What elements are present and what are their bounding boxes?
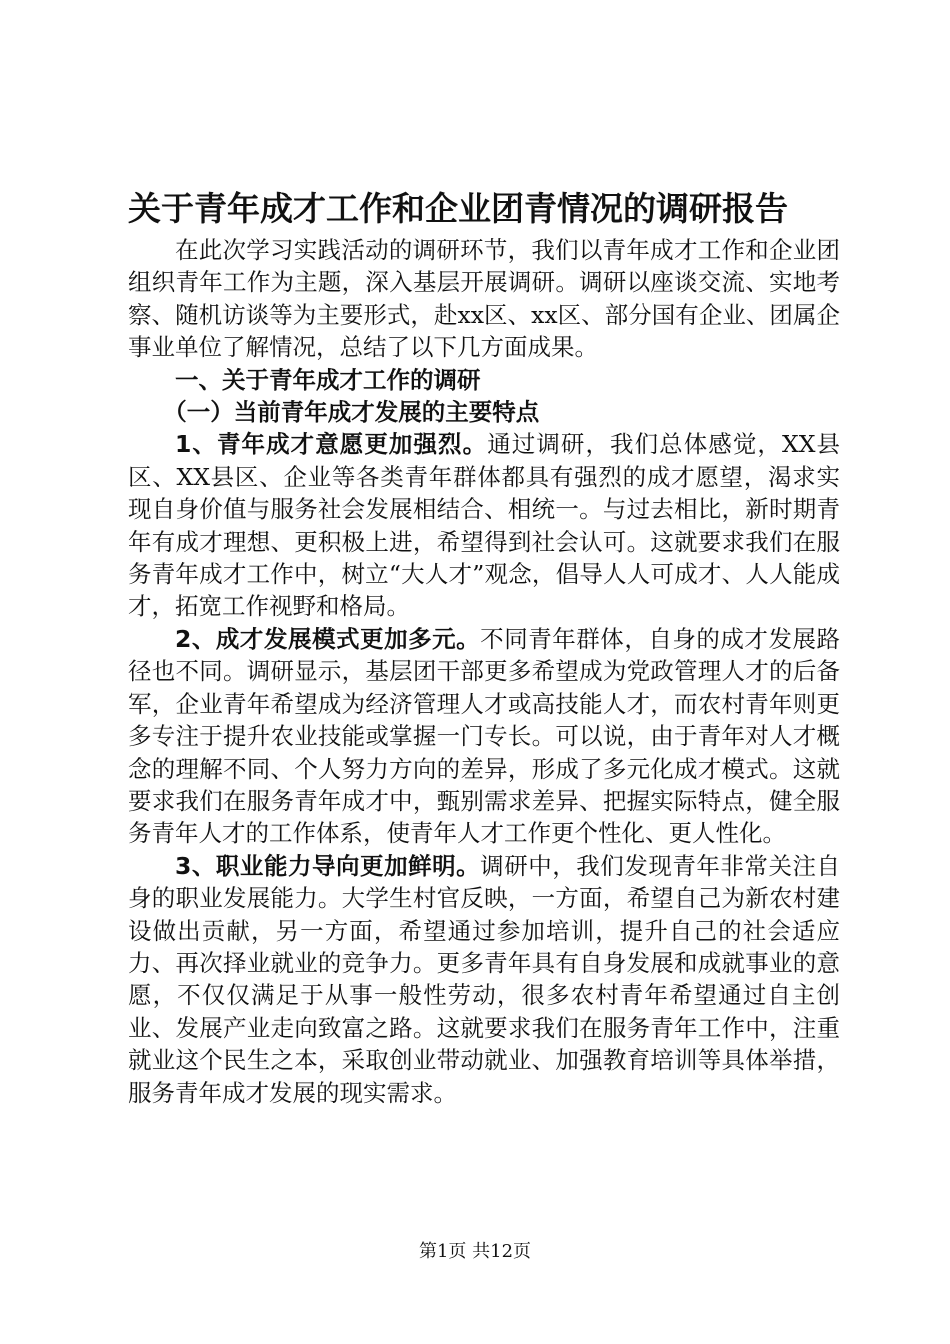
- point-text-1: 通过调研，我们总体感觉，XX县区、XX县区、企业等各类青年群体都具有强烈的成才愿望，渴求实现自身价值与服务社会发展相结合、相统一。与过去相比，新时期青年有成才理想、更积极上进，希望得到社会认可。这就要求我们在服务青年成才工作中，树立“大人才”观念，倡导人人可成才、人人能成才，拓宽工作视野和格局。: [128, 430, 840, 621]
- point-lead-3: 3、职业能力导向更加鲜明。: [175, 851, 481, 880]
- point-paragraph-1: [128, 428, 840, 622]
- intro-paragraph: 在此次学习实践活动的调研环节，我们以青年成才工作和企业团组织青年工作为主题，深入基层开展调研。调研以座谈交流、实地考察、随机访谈等为主要形式，赴xx区、xx区、部分国有企业、团属企事业单位了解情况，总结了以下几方面成果。: [128, 236, 840, 362]
- point-paragraph-3: [128, 850, 840, 1109]
- subsection-heading: （一）当前青年成才发展的主要特点: [163, 398, 540, 427]
- section-heading: 一、关于青年成才工作的调研: [175, 365, 481, 394]
- page-number-footer: 第1页 共12页: [418, 1241, 532, 1262]
- point-paragraph-2: [128, 623, 840, 850]
- document-body: [128, 234, 840, 1109]
- document-title: 关于青年成才工作和企业团青情况的调研报告: [128, 189, 788, 228]
- point-text-3: 调研中，我们发现青年非常关注自身的职业发展能力。大学生村官反映，一方面，希望自己为新农村建设做出贡献，另一方面，希望通过参加培训，提升自己的社会适应力、再次择业就业的竞争力。更多青年具有自身发展和成就事业的意愿，不仅仅满足于从事一般性劳动，很多农村青年希望通过自主创业、发展产业走向致富之路。这就要求我们在服务青年工作中，注重就业这个民生之本，采取创业带动就业、加强教育培训等具体举措，服务青年成才发展的现实需求。: [128, 851, 841, 1107]
- point-lead-2: 2、成才发展模式更加多元。: [175, 624, 481, 653]
- point-lead-1: 1、青年成才意愿更加强烈。: [175, 430, 488, 459]
- point-text-2: 不同青年群体，自身的成才发展路径也不同。调研显示，基层团干部更多希望成为党政管理人才的后备军，企业青年希望成为经济管理人才或高技能人才，而农村青年则更多专注于提升农业技能或掌握一门专长。可以说，由于青年对人才概念的理解不同、个人努力方向的差异，形成了多元化成才模式。这就要求我们在服务青年成才中，甄别需求差异、把握实际特点，健全服务青年人才的工作体系，使青年人才工作更个性化、更人性化。: [128, 624, 841, 848]
